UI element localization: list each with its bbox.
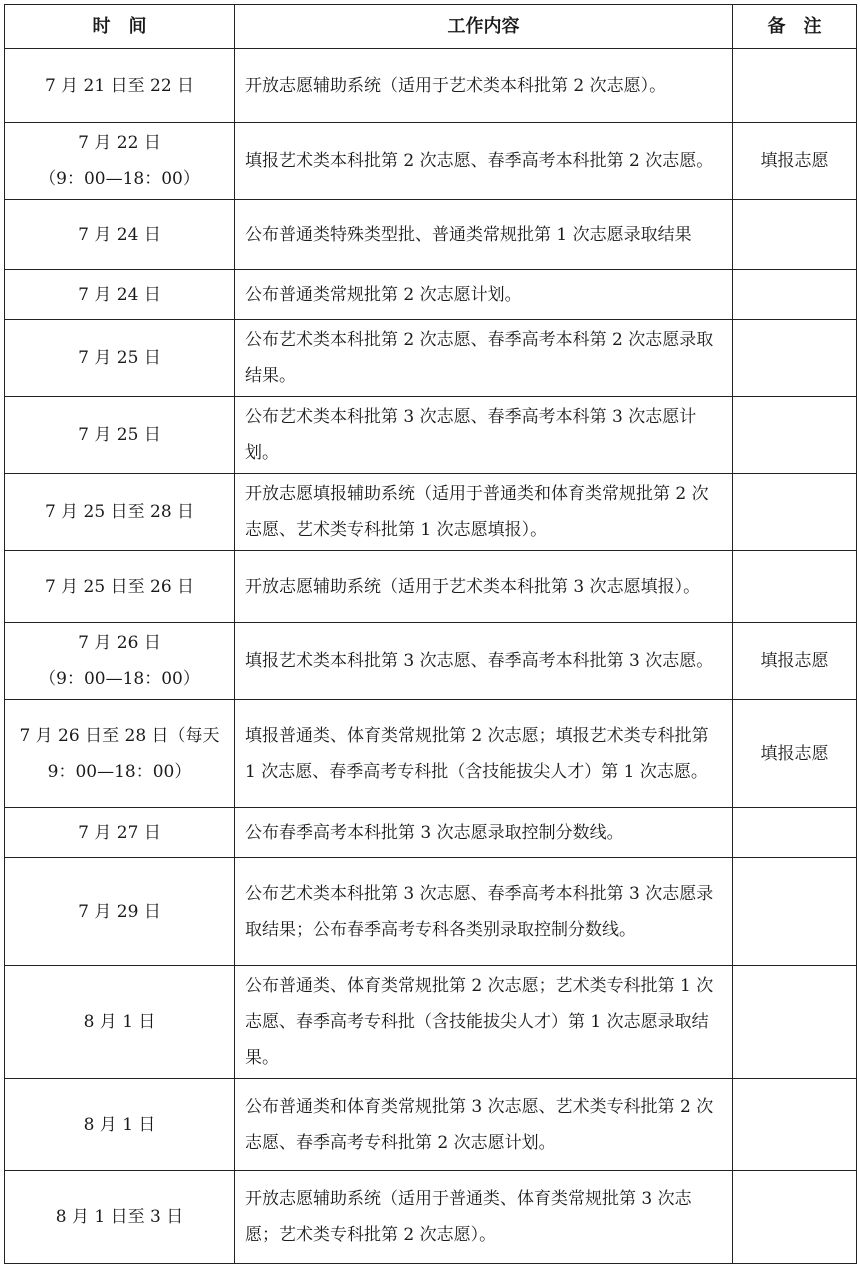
- table-row: [5, 700, 857, 808]
- row-content: 公布艺术类本科批第 3 次志愿、春季高考本科批第 3 次志愿录取结果；公布春季高考专科各类别录取控制分数线。: [235, 858, 733, 966]
- row-content: 填报艺术类本科批第 3 次志愿、春季高考本科批第 3 次志愿。: [235, 623, 733, 700]
- row-time-text: 7 月 26 日 （9：00—18：00）: [39, 633, 200, 689]
- row-note: [733, 858, 857, 966]
- row-time: 7 月 29 日: [5, 858, 235, 966]
- row-time: 7 月 25 日至 28 日: [5, 474, 235, 551]
- row-note: [733, 1079, 857, 1171]
- row-time: 7 月 27 日: [5, 808, 235, 858]
- row-time: [5, 623, 235, 700]
- row-note: [733, 397, 857, 474]
- row-note: [733, 1171, 857, 1264]
- row-note: [733, 474, 857, 551]
- row-content: 公布艺术类本科批第 3 次志愿、春季高考本科第 3 次志愿计划。: [235, 397, 733, 474]
- row-content: 开放志愿辅助系统（适用于艺术类本科批第 3 次志愿填报）。: [235, 551, 733, 623]
- row-content: 公布普通类和体育类常规批第 3 次志愿、艺术类专科批第 2 次志愿、春季高考专科批第 2 次志愿计划。: [235, 1079, 733, 1171]
- row-time: 8 月 1 日: [5, 966, 235, 1079]
- schedule-table: [4, 4, 857, 1264]
- table-row: [5, 1079, 857, 1171]
- table-row: [5, 1171, 857, 1264]
- row-time: 7 月 25 日: [5, 320, 235, 397]
- table-row: [5, 474, 857, 551]
- row-time: 7 月 24 日: [5, 270, 235, 320]
- row-note: [733, 200, 857, 270]
- row-content: 公布普通类特殊类型批、普通类常规批第 1 次志愿录取结果: [235, 200, 733, 270]
- row-time: 8 月 1 日至 3 日: [5, 1171, 235, 1264]
- row-note: [733, 270, 857, 320]
- row-content: 填报艺术类本科批第 2 次志愿、春季高考本科批第 2 次志愿。: [235, 123, 733, 200]
- row-content: 公布春季高考本科批第 3 次志愿录取控制分数线。: [235, 808, 733, 858]
- table-row: [5, 49, 857, 123]
- table-row: [5, 551, 857, 623]
- table-row: [5, 397, 857, 474]
- table-row: [5, 808, 857, 858]
- row-note: [733, 966, 857, 1079]
- table-row: [5, 966, 857, 1079]
- row-content: 开放志愿辅助系统（适用于普通类、体育类常规批第 3 次志愿；艺术类专科批第 2 次志愿）。: [235, 1171, 733, 1264]
- row-time: 7 月 24 日: [5, 200, 235, 270]
- row-time-text: 7 月 22 日 （9：00—18：00）: [39, 133, 200, 189]
- table-row: [5, 270, 857, 320]
- row-note: [733, 808, 857, 858]
- row-note: 填报志愿: [733, 123, 857, 200]
- header-row: [5, 5, 857, 49]
- row-content: 公布普通类常规批第 2 次志愿计划。: [235, 270, 733, 320]
- table-row: [5, 623, 857, 700]
- header-note: 备 注: [733, 5, 857, 49]
- row-note: 填报志愿: [733, 700, 857, 808]
- table-row: [5, 123, 857, 200]
- row-content: 填报普通类、体育类常规批第 2 次志愿；填报艺术类专科批第 1 次志愿、春季高考专科批（含技能拔尖人才）第 1 次志愿。: [235, 700, 733, 808]
- row-content: 公布艺术类本科批第 2 次志愿、春季高考本科第 2 次志愿录取结果。: [235, 320, 733, 397]
- row-time: [5, 123, 235, 200]
- table-row: [5, 320, 857, 397]
- row-note: 填报志愿: [733, 623, 857, 700]
- table-row: [5, 200, 857, 270]
- row-content: 公布普通类、体育类常规批第 2 次志愿；艺术类专科批第 1 次志愿、春季高考专科批（含技能拔尖人才）第 1 次志愿录取结果。: [235, 966, 733, 1079]
- row-time: 7 月 25 日: [5, 397, 235, 474]
- row-content: 开放志愿辅助系统（适用于艺术类本科批第 2 次志愿）。: [235, 49, 733, 123]
- row-time: 7 月 21 日至 22 日: [5, 49, 235, 123]
- row-note: [733, 320, 857, 397]
- row-time: 7 月 26 日至 28 日（每天 9：00—18：00）: [5, 700, 235, 808]
- table-row: [5, 858, 857, 966]
- row-time: 8 月 1 日: [5, 1079, 235, 1171]
- row-note: [733, 551, 857, 623]
- header-time: 时 间: [5, 5, 235, 49]
- header-content: 工作内容: [235, 5, 733, 49]
- row-content: 开放志愿填报辅助系统（适用于普通类和体育类常规批第 2 次志愿、艺术类专科批第 1 次志愿填报）。: [235, 474, 733, 551]
- row-time: 7 月 25 日至 26 日: [5, 551, 235, 623]
- row-note: [733, 49, 857, 123]
